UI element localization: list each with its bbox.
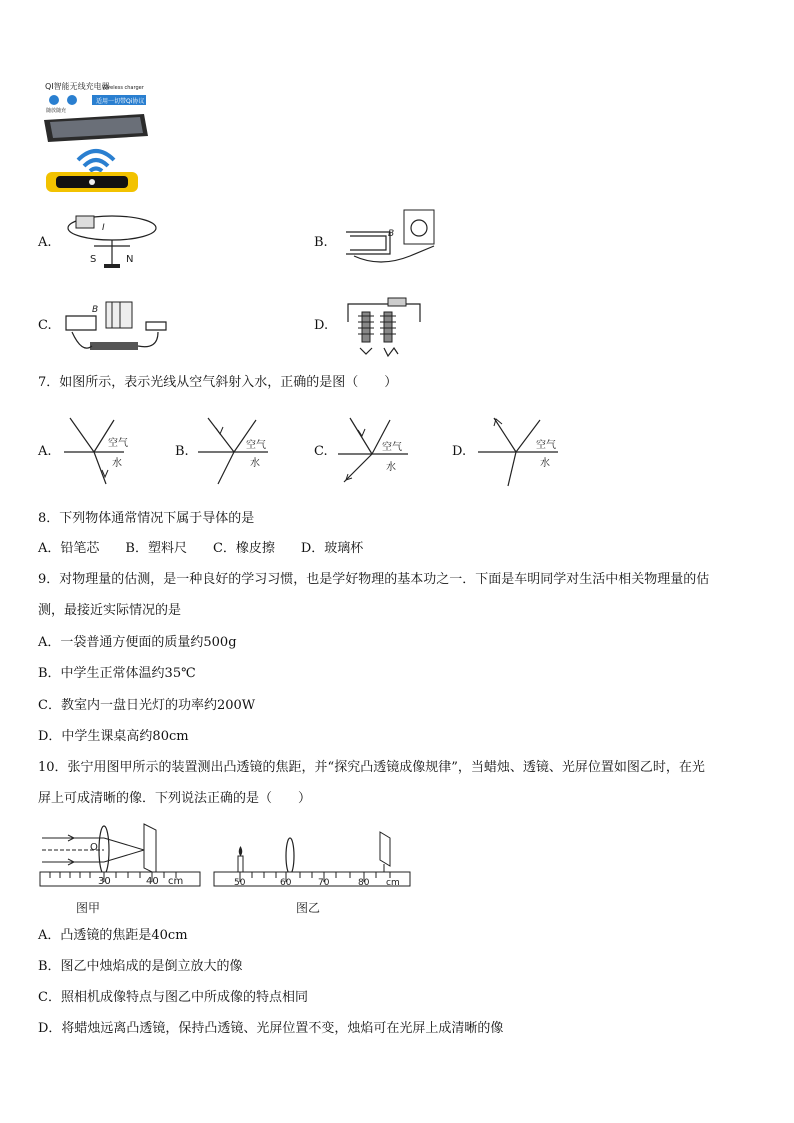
fig-c-b: B: [92, 305, 99, 315]
q6-option-c-figure: [62, 296, 172, 360]
fig-jia-tick-30: 30: [98, 876, 111, 887]
q7-option-d-figure: [478, 414, 574, 488]
fig-b-b: B: [388, 229, 395, 239]
q9-option-a: A．一袋普通方便面的质量约500g: [38, 635, 237, 650]
q7-option-c-label: C.: [314, 444, 328, 459]
fig-a-current: I: [102, 223, 105, 233]
q7-a-water: 水: [112, 458, 122, 469]
fig-jia-caption: 图甲: [76, 901, 101, 915]
q10-option-c: C．照相机成像特点与图乙中所成像的特点相同: [38, 990, 308, 1005]
q7-stem: 7．如图所示，表示光线从空气斜射入水，正确的是图（ ）: [38, 375, 398, 390]
q10-option-a: A．凸透镜的焦距是40cm: [38, 928, 188, 943]
wireless-charger-image: [40, 80, 150, 196]
q8-stem: 8．下列物体通常情况下属于导体的是: [38, 511, 255, 526]
q7-b-water: 水: [250, 458, 260, 469]
fig-yi-tick-50: 50: [234, 878, 246, 888]
q6-option-d-label: D.: [314, 318, 329, 333]
fig-a-s: S: [90, 254, 97, 265]
fig-jia-tick-40: 40: [146, 876, 159, 887]
q7-option-d-label: D.: [452, 444, 467, 459]
q10-option-d: D．将蜡烛远离凸透镜，保持凸透镜、光屏位置不变，烛焰可在光屏上成清晰的像: [38, 1021, 504, 1036]
q7-c-water: 水: [386, 462, 396, 473]
q6-option-b-figure: [340, 206, 440, 272]
q9-stem-line1: 9．对物理量的估测，是一种良好的学习习惯，也是学好物理的基本功之一．下面是车明同学对生活中相关物理量的估: [38, 572, 710, 587]
charger-subtitle: Wireless charger: [102, 85, 144, 91]
q7-option-b-label: B.: [175, 444, 189, 459]
q6-option-b-label: B.: [314, 235, 328, 250]
q7-b-air: 空气: [246, 440, 266, 451]
q10-fig-yi: [214, 826, 414, 916]
q9-option-d: D．中学生课桌高约80cm: [38, 729, 189, 744]
q6-option-a-label: A.: [38, 235, 52, 250]
fig-jia-o: O: [90, 842, 98, 853]
q7-option-a-figure: [64, 414, 148, 488]
fig-yi-tick-80: 80: [358, 878, 370, 888]
fig-a-n: N: [126, 254, 134, 265]
fig-yi-caption: 图乙: [296, 901, 321, 915]
q7-a-air: 空气: [108, 438, 128, 449]
q6-option-c-label: C.: [38, 318, 52, 333]
wireless-charger-figure: [40, 80, 150, 196]
fig-yi-tick-cm: cm: [386, 878, 400, 888]
q7-d-water: 水: [540, 458, 550, 469]
fig-jia-tick-cm: cm: [168, 876, 184, 887]
q10-fig-jia: [40, 820, 204, 916]
q6-option-a-figure: [64, 210, 164, 272]
q9-option-b: B．中学生正常体温约35℃: [38, 666, 196, 681]
fig-yi-tick-70: 70: [318, 878, 330, 888]
q6-option-d-figure: [340, 292, 430, 360]
q10-stem-line1: 10．张宁用图甲所示的装置测出凸透镜的焦距，并“探究凸透镜成像规律”，当蜡烛、透镜、光屏位置如图乙时，在光: [38, 760, 705, 775]
badge-left: 随放随充: [46, 108, 67, 114]
badge-right: 适用一切带Qi协议: [96, 98, 145, 105]
q7-option-a-label: A.: [38, 444, 52, 459]
q9-option-c: C．教室内一盘日光灯的功率约200W: [38, 698, 256, 713]
q8-options: A．铅笔芯 B．塑料尺 C．橡皮擦 D．玻璃杯: [38, 541, 364, 556]
q7-d-air: 空气: [536, 440, 556, 451]
fig-yi-tick-60: 60: [280, 878, 292, 888]
q7-option-c-figure: [338, 414, 428, 488]
q9-stem-line2: 测，最接近实际情况的是: [38, 603, 182, 618]
q10-stem-line2: 屏上可成清晰的像．下列说法正确的是（ ）: [38, 791, 312, 806]
charger-title: QI智能无线充电器: [45, 82, 110, 91]
q10-option-b: B．图乙中烛焰成的是倒立放大的像: [38, 959, 243, 974]
q7-c-air: 空气: [382, 442, 402, 453]
q7-option-b-figure: [198, 414, 288, 488]
